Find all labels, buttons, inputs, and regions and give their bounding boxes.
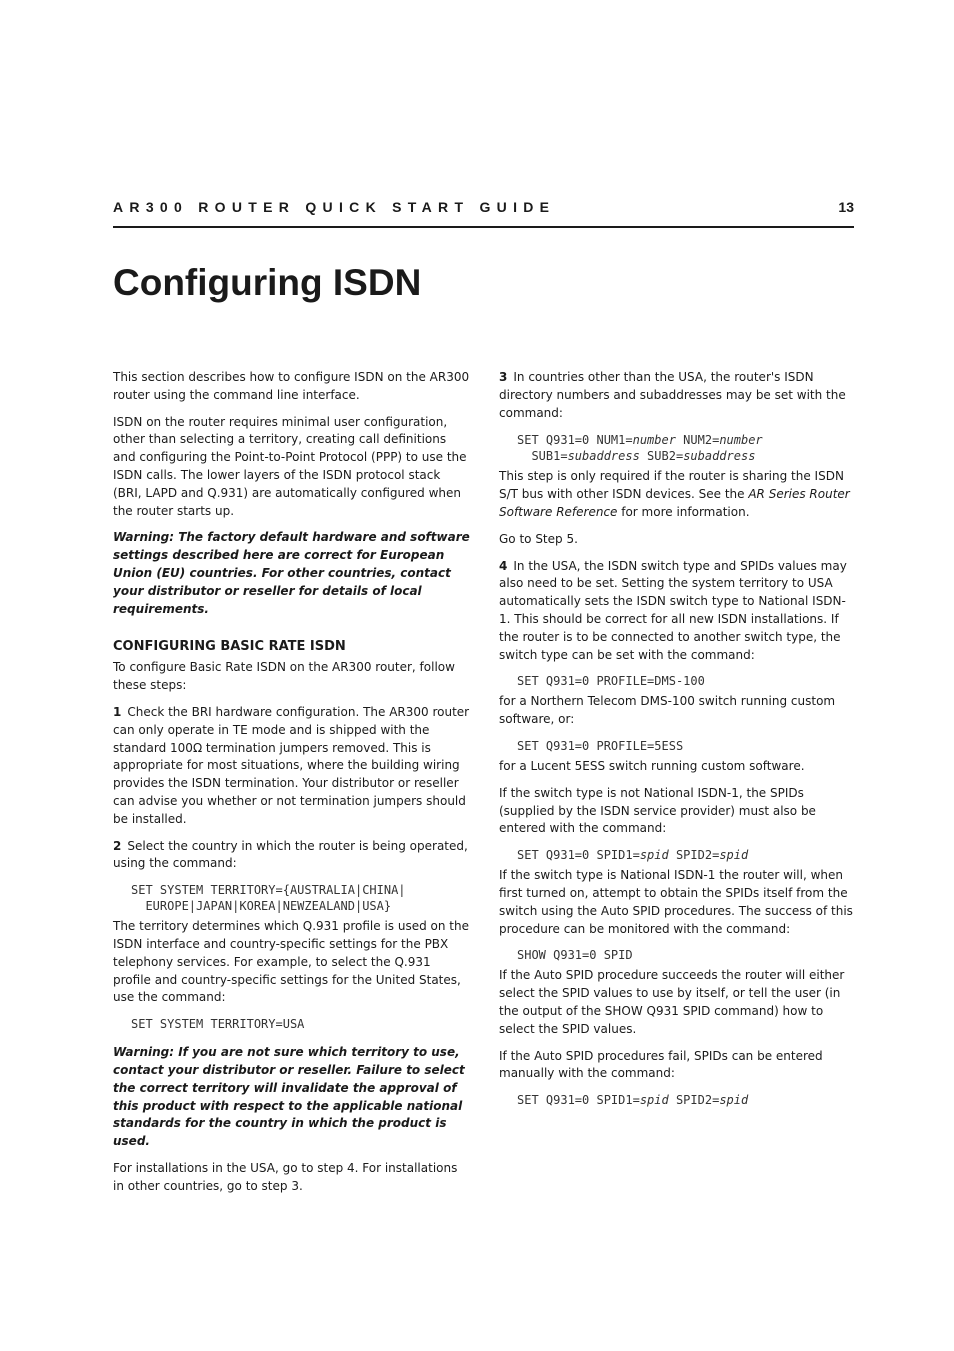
goto-step-5: Go to Step 5.: [499, 531, 578, 546]
step-1-text: Check the BRI hardware configuration. The AR300 router can only operate in TE mode and is shipped with the standard 100Ω termination jumpers removed. This is appropriate for most situations, where the building wiring provides the ISDN termination. Your distributor or reseller can advise you whether or not termination jumpers should be installed.: [113, 704, 470, 826]
fail-paragraph: If the Auto SPID procedures fail, SPIDs can be entered manually with the command:: [499, 1048, 823, 1081]
command-spid-placeholder: spid: [719, 848, 749, 863]
guide-title: AR300 ROUTER QUICK START GUIDE: [113, 199, 556, 215]
command-sub-placeholder: subaddress: [683, 449, 756, 464]
step-3-text: In countries other than the USA, the router's ISDN directory numbers and subaddresses may be set with the command:: [499, 370, 846, 420]
right-column: [499, 369, 855, 1112]
command-sub-part: SUB2=: [639, 449, 684, 464]
command-spid-placeholder: spid: [639, 1093, 669, 1108]
command-sub-placeholder: subaddress: [567, 449, 640, 464]
left-column: [113, 369, 471, 1204]
command-territory-line-2: EUROPE|JAPAN|KOREA|NEWZEALAND|USA}: [131, 899, 392, 914]
step-2: [113, 838, 471, 874]
section-intro: To configure Basic Rate ISDN on the AR300 router, follow these steps:: [113, 660, 455, 693]
command-spid-part: SET Q931=0 SPID1=: [517, 848, 640, 863]
step-4-number: 4: [499, 558, 508, 573]
page-title: Configuring ISDN: [113, 262, 422, 303]
command-spid-part: SPID2=: [668, 848, 720, 863]
command-num-part: NUM2=: [675, 433, 720, 448]
territory-paragraph: The territory determines which Q.931 profile is used on the ISDN interface and country-specific settings for the PBX telephony services. For example, to select the Q.931 profile and country-specific settings for the United States, use the command:: [113, 919, 469, 1005]
command-num-placeholder: number: [719, 433, 763, 448]
installations-paragraph: For installations in the USA, go to step 4. For installations in other countries, go to step 3.: [113, 1160, 458, 1193]
step-3: [499, 369, 855, 422]
auto-spid-paragraph: If the switch type is National ISDN-1 the router will, when first turned on, attempt to obtain the SPIDs itself from the switch using the Auto SPID procedures. The success of this procedure can be monitored with the command:: [499, 868, 853, 936]
command-spid-placeholder: spid: [639, 848, 669, 863]
intro-paragraph-1: This section describes how to configure ISDN on the AR300 router using the command line interface.: [113, 370, 470, 402]
5ess-paragraph: for a Lucent 5ESS switch running custom software.: [499, 758, 805, 773]
command-territory-usa: SET SYSTEM TERRITORY=USA: [131, 1017, 305, 1032]
command-dms100: SET Q931=0 PROFILE=DMS-100: [517, 674, 705, 689]
warning-eu: Warning: The factory default hardware and software settings described here are correct for European Union (EU) countries. For other countries, contact your distributor or reseller for details of local requirements.: [113, 530, 470, 616]
page-number: 13: [838, 199, 854, 215]
step-1: [113, 704, 471, 829]
warning-territory: Warning: If you are not sure which territory to use, contact your distributor or reseller. Failure to select the correct territory will invalidate the approval of this product with respect to the applicable national standards for the country in which the product is used.: [113, 1045, 465, 1149]
step-3-number: 3: [499, 370, 508, 384]
command-num-sub: [517, 432, 855, 464]
sharing-text: This step is only required if the router is sharing the ISDN S/T bus with other ISDN devices. See the: [499, 469, 844, 502]
step-1-number: 1: [113, 704, 122, 719]
command-spid-placeholder: spid: [719, 1093, 749, 1108]
step-2-text: Select the country in which the router is being operated, using the command:: [113, 838, 468, 871]
intro-paragraph-2: ISDN on the router requires minimal user configuration, other than selecting a territory, creating call definitions and configuring the Point-to-Point Protocol (PPP) to use the ISDN calls. The lower layers of the ISDN protocol stack (BRI, LAPD and Q.931) are automatically configured when the router starts up.: [113, 414, 467, 518]
section-heading: CONFIGURING BASIC RATE ISDN: [113, 639, 346, 655]
succeeds-paragraph: If the Auto SPID procedure succeeds the router will either select the SPID values to use by itself, or tell the user (in the output of the SHOW Q931 SPID command) how to select the SPID values.: [499, 968, 845, 1036]
running-header: [113, 199, 854, 228]
step-2-number: 2: [113, 838, 122, 853]
command-territory-line-1: SET SYSTEM TERRITORY={AUSTRALIA|CHINA|: [131, 883, 406, 898]
command-num-placeholder: number: [632, 433, 676, 448]
sharing-paragraph: [499, 468, 855, 521]
step-4-text: In the USA, the ISDN switch type and SPIDs values may also need to be set. Setting the system territory to USA automatically sets the ISDN switch type to National ISDN-1. This should be correct for all new ISDN installations. If the router is to be connected to another switch type, the switch type can be set with the command:: [499, 558, 847, 662]
sharing-text-end: for more information.: [617, 504, 750, 519]
command-5ess: SET Q931=0 PROFILE=5ESS: [517, 738, 684, 753]
step-4: [499, 558, 855, 665]
command-spid-part: SPID2=: [668, 1093, 720, 1108]
command-spid-part: SET Q931=0 SPID1=: [517, 1093, 640, 1108]
spid-paragraph: If the switch type is not National ISDN-1, the SPIDs (supplied by the ISDN service provider) must also be entered with the command:: [499, 785, 816, 836]
command-spid: [517, 847, 855, 863]
command-show-spid: SHOW Q931=0 SPID: [517, 948, 633, 963]
command-territory: [131, 882, 471, 914]
dms-paragraph: for a Northern Telecom DMS-100 switch running custom software, or:: [499, 694, 836, 727]
command-spid-manual: [517, 1092, 855, 1108]
reference-title: AR Series Router Software Reference: [499, 487, 850, 519]
command-num-part: SET Q931=0 NUM1=: [517, 433, 633, 448]
command-sub-part: SUB1=: [517, 449, 568, 464]
